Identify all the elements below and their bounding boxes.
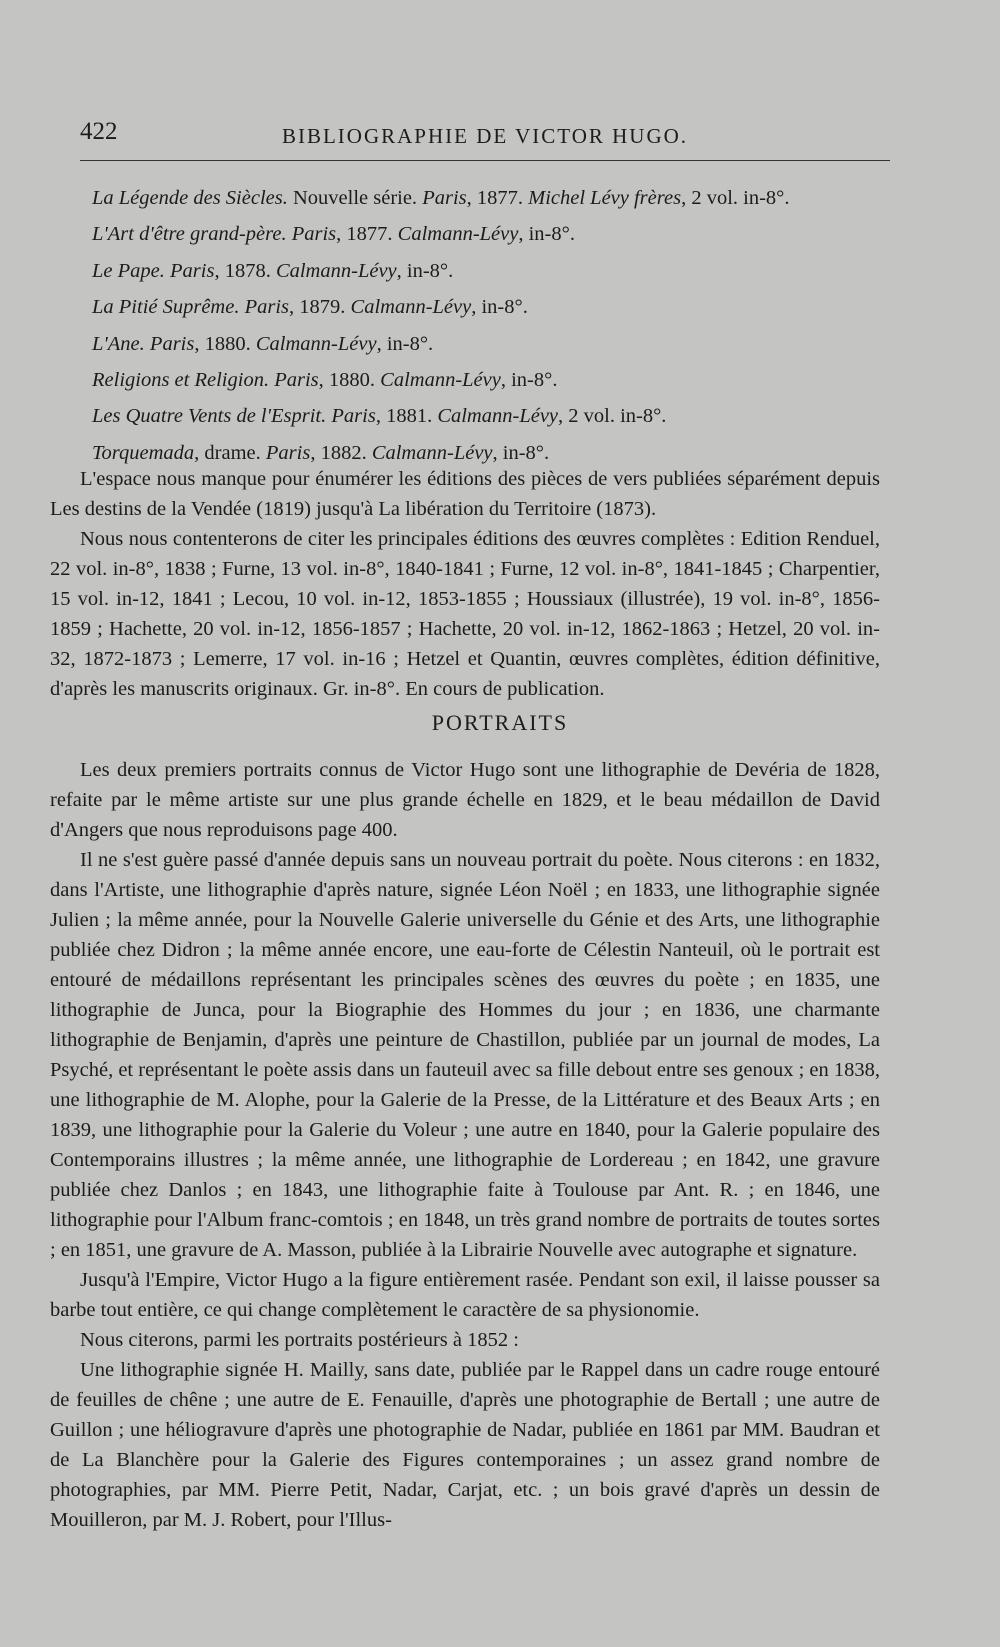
page-number: 422 [80, 118, 118, 145]
paragraph: Nous nous contenterons de citer les principales éditions des œuvres complètes : Edition Renduel, 22 vol. in-8°, 1838 ; Furne, 13 vol. in-8°, 1840-1841 ; Furne, 12 vol. in-8°, 1841-1845 ; Charpentier, 15 vol. in-12, 1841 ; Lecou, 10 vol. in-12, 1853-1855 ; Houssiaux (illustrée), 19 vol. in-8°, 1856-1859 ; Hachette, 20 vol. in-12, 1856-1857 ; Hachette, 20 vol. in-12, 1862-1863 ; Hetzel, 20 vol. in-32, 1872-1873 ; Lemerre, 17 vol. in-16 ; Hetzel et Quantin, œuvres complètes, édition définitive, d'après les manuscrits originaux. Gr. in-8°. En cours de publication. [50, 528, 880, 700]
portraits-text [50, 755, 880, 1535]
paragraph: Nous citerons, parmi les portraits postérieurs à 1852 : [80, 1329, 519, 1351]
bibliography-entry: L'Art d'être grand-père. Paris, 1877. Calmann-Lévy, in-8°. [92, 223, 575, 246]
bibliography-entry: La Pitié Suprême. Paris, 1879. Calmann-Lévy, in-8°. [92, 296, 528, 319]
header-rule [80, 160, 890, 161]
paragraph: Il ne s'est guère passé d'année depuis sans un nouveau portrait du poète. Nous citerons : en 1832, dans l'Artiste, une lithographie d'après nature, signée Léon Noël ; en 1833, une lithographie signée Julien ; la même année, pour la Nouvelle Galerie universelle du Génie et des Arts, une lithographie publiée chez Didron ; la même année encore, une eau-forte de Célestin Nanteuil, où le portrait est entouré de médaillons représentant les principales scènes des œuvres du poète ; en 1835, une lithographie de Junca, pour la Biographie des Hommes du jour ; en 1836, une charmante lithographie de Benjamin, d'après une peinture de Chastillon, publiée par un journal de modes, La Psyché, et représentant le poète assis dans un fauteuil avec sa fille debout entre ses genoux ; en 1838, une lithographie de M. Alophe, pour la Galerie de la Presse, de la Littérature et des Beaux Arts ; en 1839, une lithographie pour la Galerie du Voleur ; une autre en 1840, pour la Galerie populaire des Contemporains illustres ; la même année, une lithographie de Lordereau ; en 1842, une gravure publiée chez Danlos ; en 1843, une lithographie faite à Toulouse par Ant. R. ; en 1846, une lithographie pour l'Album franc-comtois ; en 1848, un très grand nombre de portraits de toutes sortes ; en 1851, une gravure de A. Masson, publiée à la Librairie Nouvelle avec autographe et signature. [50, 849, 880, 1261]
bibliography-list [92, 180, 882, 471]
paragraph: Jusqu'à l'Empire, Victor Hugo a la figure entièrement rasée. Pendant son exil, il laisse pousser sa barbe tout entière, ce qui change complètement le caractère de sa physionomie. [50, 1269, 880, 1321]
bibliography-entry: Religions et Religion. Paris, 1880. Calmann-Lévy, in-8°. [92, 368, 558, 391]
paragraph: L'espace nous manque pour énumérer les éditions des pièces de vers publiées séparément depuis Les destins de la Vendée (1819) jusqu'à La libération du Territoire (1873). [50, 468, 880, 520]
paragraph: Les deux premiers portraits connus de Victor Hugo sont une lithographie de Devéria de 1828, refaite par le même artiste sur une plus grande échelle en 1829, et le beau médaillon de David d'Angers que nous reproduisons page 400. [50, 759, 880, 841]
bibliography-entry: Les Quatre Vents de l'Esprit. Paris, 1881. Calmann-Lévy, 2 vol. in-8°. [92, 405, 667, 428]
bibliography-entry: Torquemada, drame. Paris, 1882. Calmann-Lévy, in-8°. [92, 441, 550, 464]
bibliography-entry: Le Pape. Paris, 1878. Calmann-Lévy, in-8°. [92, 259, 454, 282]
running-title: BIBLIOGRAPHIE DE VICTOR HUGO. [281, 124, 689, 148]
bibliography-entry: La Légende des Siècles. Nouvelle série. Paris, 1877. Michel Lévy frères, 2 vol. in-8°. [92, 187, 790, 209]
section-heading: PORTRAITS [431, 710, 569, 735]
paragraph: Une lithographie signée H. Mailly, sans date, publiée par le Rappel dans un cadre rouge entouré de feuilles de chêne ; une autre de E. Fenauille, d'après une photographie de Bertall ; une autre de Guillon ; une héliogravure d'après une photographie de Nadar, publiée en 1861 par MM. Baudran et de La Blanchère pour la Galerie des Figures contemporaines ; un assez grand nombre de photographies, par MM. Pierre Petit, Nadar, Carjat, etc. ; un bois gravé d'après un dessin de Mouilleron, par M. J. Robert, pour l'Illus- [50, 1359, 880, 1531]
page-header [80, 118, 890, 158]
intro-text [50, 464, 880, 704]
bibliography-entry: L'Ane. Paris, 1880. Calmann-Lévy, in-8°. [92, 332, 434, 355]
